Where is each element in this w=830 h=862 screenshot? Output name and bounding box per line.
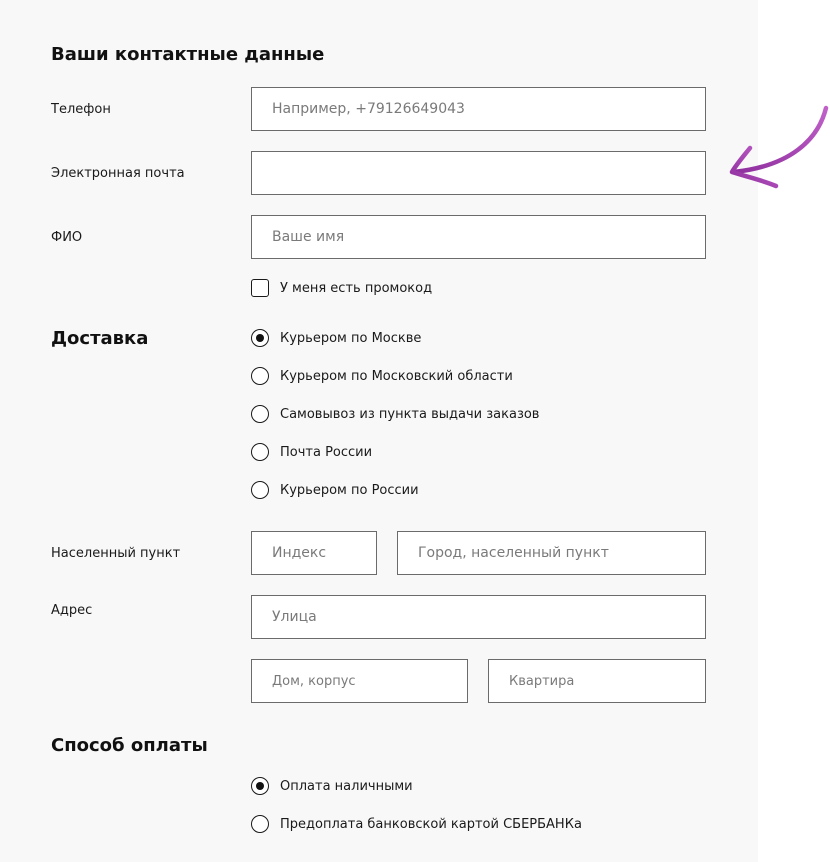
promo-code-checkbox[interactable] bbox=[251, 278, 432, 298]
delivery-option-label: Курьером по России bbox=[280, 482, 419, 498]
delivery-option[interactable] bbox=[251, 366, 513, 386]
payment-option[interactable] bbox=[251, 776, 413, 796]
radio-button[interactable] bbox=[251, 329, 269, 347]
radio-button[interactable] bbox=[251, 777, 269, 795]
delivery-heading: Доставка bbox=[51, 328, 149, 349]
radio-button[interactable] bbox=[251, 443, 269, 461]
delivery-option-label: Курьером по Москве bbox=[280, 330, 422, 346]
delivery-option-label: Почта России bbox=[280, 444, 373, 460]
apartment-input[interactable] bbox=[488, 659, 706, 703]
radio-button[interactable] bbox=[251, 481, 269, 499]
delivery-option-label: Курьером по Московский области bbox=[280, 368, 513, 384]
email-label: Электронная почта bbox=[51, 166, 185, 181]
promo-code-label: У меня есть промокод bbox=[280, 280, 433, 296]
email-input[interactable] bbox=[251, 151, 706, 195]
radio-button[interactable] bbox=[251, 367, 269, 385]
delivery-option[interactable] bbox=[251, 328, 421, 348]
checkbox-box[interactable] bbox=[251, 279, 269, 297]
phone-input[interactable] bbox=[251, 87, 706, 131]
payment-heading: Способ оплаты bbox=[51, 735, 208, 756]
delivery-option[interactable] bbox=[251, 480, 419, 500]
name-label: ФИО bbox=[51, 230, 83, 245]
payment-option[interactable] bbox=[251, 814, 582, 834]
contact-heading: Ваши контактные данные bbox=[51, 44, 325, 65]
address-label: Адрес bbox=[51, 603, 93, 618]
delivery-option[interactable] bbox=[251, 404, 539, 424]
radio-button[interactable] bbox=[251, 405, 269, 423]
street-input[interactable] bbox=[251, 595, 706, 639]
house-input[interactable] bbox=[251, 659, 468, 703]
payment-option-label: Предоплата банковской картой СБЕРБАНКа bbox=[280, 816, 582, 832]
phone-label: Телефон bbox=[51, 102, 111, 117]
delivery-option[interactable] bbox=[251, 442, 372, 462]
delivery-option-label: Самовывоз из пункта выдачи заказов bbox=[280, 406, 540, 422]
radio-button[interactable] bbox=[251, 815, 269, 833]
postal-index-input[interactable] bbox=[251, 531, 377, 575]
locality-label: Населенный пункт bbox=[51, 546, 181, 561]
payment-option-label: Оплата наличными bbox=[280, 778, 413, 794]
annotation-arrow-icon bbox=[720, 100, 830, 200]
city-input[interactable] bbox=[397, 531, 706, 575]
full-name-input[interactable] bbox=[251, 215, 706, 259]
